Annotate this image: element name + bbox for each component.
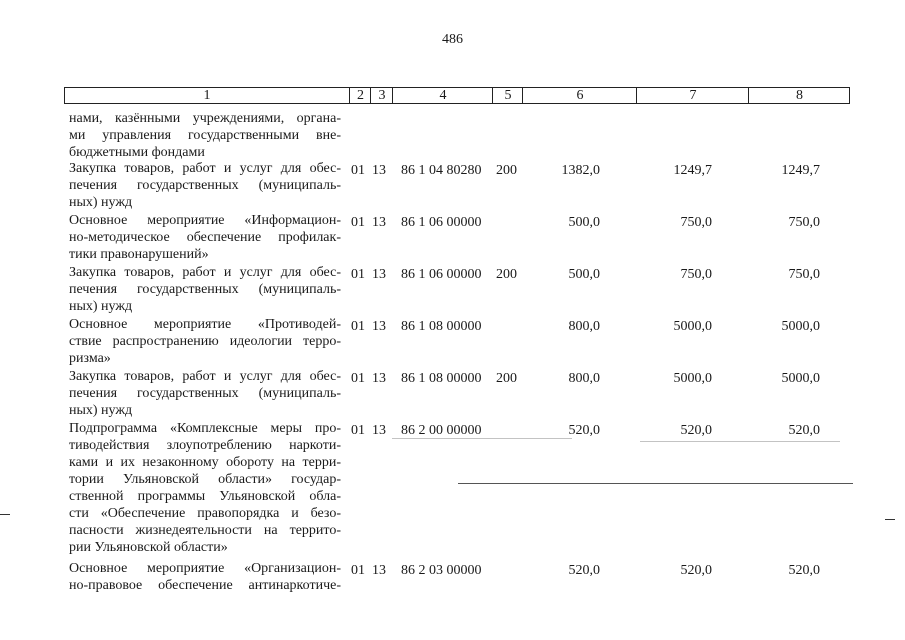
row-3-desc-line: Закупка товаров, работ и услуг для обес-	[69, 265, 341, 280]
row-2-c6: 500,0	[568, 215, 600, 230]
row-continuation-desc-line: бюджетными фондами	[69, 145, 205, 160]
scan-line	[458, 483, 853, 484]
row-2-desc-line: тики правонарушений»	[69, 247, 209, 262]
row-6-desc-line: Подпрограмма «Комплексные меры про-	[69, 421, 341, 436]
row-5-desc-line: Закупка товаров, работ и услуг для обес-	[69, 369, 341, 384]
row-5-desc-line: печения государственных (муниципаль-	[69, 386, 341, 401]
row-5-desc-line: ных) нужд	[69, 403, 133, 418]
row-3-c7: 750,0	[680, 267, 712, 282]
row-5-c3: 13	[372, 371, 386, 386]
row-4-desc-line: ствие распространению идеологии терро-	[69, 334, 341, 349]
row-1-c8: 1249,7	[781, 163, 820, 178]
row-6-c3: 13	[372, 423, 386, 438]
row-6-c2: 01	[351, 423, 365, 438]
row-1-c4: 86 1 04 80280	[401, 163, 482, 178]
row-6-desc-line: пасности жизнедеятельности на террито-	[69, 523, 341, 538]
row-2-desc-line: но-методическое обеспечение профилак-	[69, 230, 341, 245]
header-col-1: 1	[203, 88, 211, 103]
row-3-desc-line: печения государственных (муниципаль-	[69, 282, 341, 297]
row-3-desc-line: ных) нужд	[69, 299, 133, 314]
row-7-c6: 520,0	[568, 563, 600, 578]
row-1-c2: 01	[351, 163, 365, 178]
row-continuation-desc-line: ми управления государственными вне-	[69, 128, 341, 143]
row-5-c5: 200	[496, 371, 517, 386]
scan-dash	[392, 438, 572, 439]
scan-dash	[885, 519, 895, 520]
row-3-c4: 86 1 06 00000	[401, 267, 482, 282]
row-5-c4: 86 1 08 00000	[401, 371, 482, 386]
row-2-c3: 13	[372, 215, 386, 230]
header-col-4: 4	[392, 88, 493, 103]
row-7-c3: 13	[372, 563, 386, 578]
row-7-c4: 86 2 03 00000	[401, 563, 482, 578]
row-2-c8: 750,0	[788, 215, 820, 230]
header-col-7: 7	[636, 88, 749, 103]
row-continuation-desc-line: нами, казёнными учреждениями, органа-	[69, 111, 341, 126]
row-1-c5: 200	[496, 163, 517, 178]
row-2-c7: 750,0	[680, 215, 712, 230]
row-5-c2: 01	[351, 371, 365, 386]
row-3-c2: 01	[351, 267, 365, 282]
table-header	[64, 87, 850, 104]
row-1-c6: 1382,0	[561, 163, 600, 178]
row-4-c2: 01	[351, 319, 365, 334]
row-6-desc-line: сти «Обеспечение правопорядка и безо-	[69, 506, 341, 521]
row-4-c4: 86 1 08 00000	[401, 319, 482, 334]
row-4-c8: 5000,0	[781, 319, 820, 334]
row-7-desc-line: Основное мероприятие «Организацион-	[69, 561, 341, 576]
row-1-desc-line: печения государственных (муниципаль-	[69, 178, 341, 193]
header-col-6: 6	[522, 88, 637, 103]
row-5-c6: 800,0	[568, 371, 600, 386]
row-5-c7: 5000,0	[673, 371, 712, 386]
row-1-desc-line: Закупка товаров, работ и услуг для обес-	[69, 161, 341, 176]
row-4-desc-line: ризма»	[69, 351, 111, 366]
header-col-3: 3	[370, 88, 393, 103]
row-7-desc-line: но-правовое обеспечение антинаркотиче-	[69, 578, 341, 593]
scan-dash	[0, 514, 10, 515]
row-6-c8: 520,0	[788, 423, 820, 438]
row-2-desc-line: Основное мероприятие «Информацион-	[69, 213, 341, 228]
row-7-c7: 520,0	[680, 563, 712, 578]
row-6-c6: 520,0	[568, 423, 600, 438]
row-3-c6: 500,0	[568, 267, 600, 282]
row-4-c7: 5000,0	[673, 319, 712, 334]
header-col-5: 5	[492, 88, 523, 103]
row-6-desc-line: тиводействия злоупотреблению наркоти-	[69, 438, 341, 453]
row-7-c2: 01	[351, 563, 365, 578]
row-1-c3: 13	[372, 163, 386, 178]
header-col-2: 2	[349, 88, 371, 103]
row-6-desc-line: тории Ульяновской области» государ-	[69, 472, 341, 487]
row-7-c8: 520,0	[788, 563, 820, 578]
row-4-c3: 13	[372, 319, 386, 334]
row-6-desc-line: ственной программы Ульяновской обла-	[69, 489, 341, 504]
scan-dash	[640, 441, 840, 442]
row-4-c6: 800,0	[568, 319, 600, 334]
header-col-8: 8	[748, 88, 850, 103]
row-1-desc-line: ных) нужд	[69, 195, 133, 210]
row-2-c2: 01	[351, 215, 365, 230]
row-6-desc-line: рии Ульяновской области»	[69, 540, 228, 555]
row-5-c8: 5000,0	[781, 371, 820, 386]
row-3-c8: 750,0	[788, 267, 820, 282]
row-3-c5: 200	[496, 267, 517, 282]
row-6-c7: 520,0	[680, 423, 712, 438]
row-6-c4: 86 2 00 00000	[401, 423, 482, 438]
row-2-c4: 86 1 06 00000	[401, 215, 482, 230]
row-1-c7: 1249,7	[673, 163, 712, 178]
page-number: 486	[442, 32, 463, 47]
row-6-desc-line: ками и их незаконному обороту на терри-	[69, 455, 341, 470]
row-4-desc-line: Основное мероприятие «Противодей-	[69, 317, 341, 332]
row-3-c3: 13	[372, 267, 386, 282]
